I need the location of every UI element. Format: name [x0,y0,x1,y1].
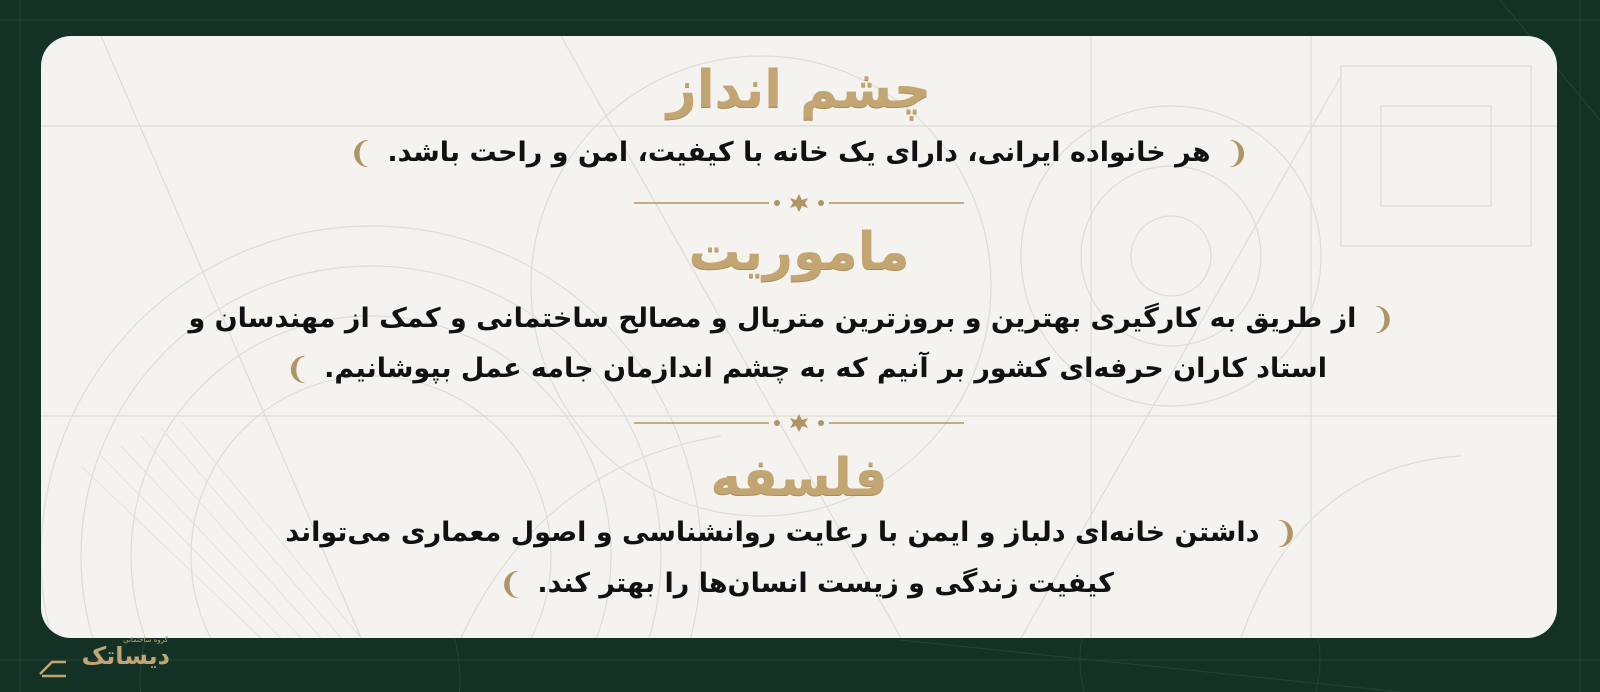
content-card [41,36,1557,638]
mission-line-2: استاد کاران حرفه‌ای کشور بر آنیم که به چشم اندازمان جامه عمل بپوشانیم. [324,353,1327,384]
philosophy-title: فلسفه [710,448,888,508]
quote-open-icon: ❨ [1273,515,1299,551]
quote-close-icon: ❩ [348,135,374,171]
quote-open-icon: ❨ [1370,301,1396,337]
philosophy-text-line-2 [41,564,1557,605]
mission-text-line-1 [41,299,1557,340]
logo-mark-icon [38,648,68,678]
quote-open-icon: ❨ [1224,135,1250,171]
mission-line-1: از طریق به کارگیری بهترین و بروزترین متریال و مصالح ساختمانی و کمک از مهندسان و [188,303,1357,334]
philosophy-line-2: کیفیت زندگی و زیست انسان‌ها را بهتر کند. [537,568,1114,599]
ornament-divider [634,192,964,214]
philosophy-text-line-1 [41,513,1557,554]
brand-logo [38,634,170,682]
logo-subtitle: گروه ساختمانی [123,636,168,644]
mission-text-line-2 [41,349,1557,390]
mission-title: ماموریت [688,222,910,282]
quote-close-icon: ❩ [284,351,311,387]
logo-name: دیساتک [81,642,170,670]
philosophy-line-1: داشتن خانه‌ای دلباز و ایمن با رعایت روانشناسی و اصول معماری می‌تواند [285,517,1260,548]
vision-text [41,133,1557,174]
vision-line-1: هر خانواده ایرانی، دارای یک خانه با کیفیت، امن و راحت باشد. [387,137,1211,168]
vision-title: چشم انداز [666,60,932,120]
ornament-divider [634,412,964,434]
quote-close-icon: ❩ [498,566,524,602]
